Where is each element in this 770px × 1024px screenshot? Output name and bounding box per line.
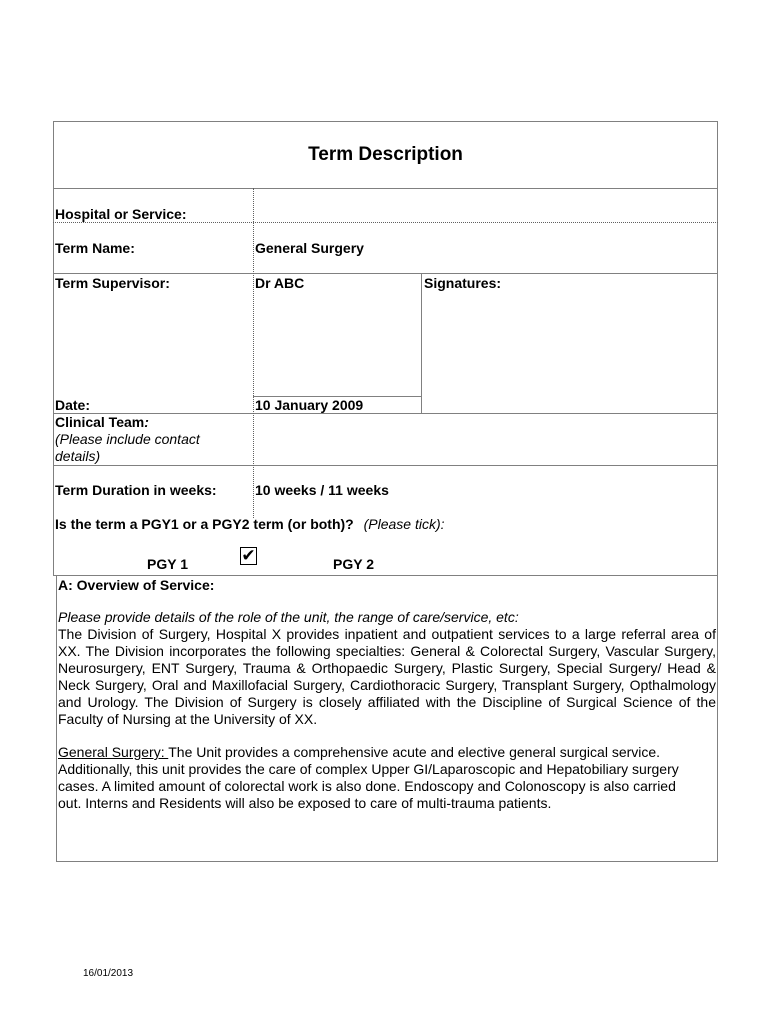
clinical-team-label <box>55 414 250 431</box>
page-title: Term Description <box>308 144 463 165</box>
clinical-team-field[interactable] <box>255 415 715 463</box>
hospital-field[interactable] <box>256 206 716 222</box>
general-surgery-text: The Unit provides a comprehensive acute and elective general surgical service. Additionally, this unit provides the care of complex Upper GI/Laparoscopic and Hepatobiliary surgery cases. A limited amount of colorectal work is also done. Endoscopy and Colonoscopy is also carried out. Interns and Residents will also be exposed to care of multi-trauma patients. <box>58 744 679 811</box>
term-supervisor-label: Term Supervisor: <box>55 275 170 291</box>
term-duration-value[interactable]: 10 weeks / 11 weeks <box>255 482 389 498</box>
title-divider <box>53 188 718 189</box>
term-name-value[interactable]: General Surgery <box>255 240 364 256</box>
clinical-team-note: (Please include contact details) <box>55 431 200 464</box>
term-duration-label: Term Duration in weeks: <box>55 482 217 498</box>
term-supervisor-value[interactable]: Dr ABC <box>255 275 305 291</box>
date-label: Date: <box>55 397 91 413</box>
signatures-label: Signatures: <box>424 275 502 291</box>
overview-paragraph-1: The Division of Surgery, Hospital X provides inpatient and outpatient services to a large referral area of XX. The Division incorporates the following specialties: General & Colorectal Surgery, Vascular Surgery, Neurosurgery, ENT Surgery, Trauma & Orthopaedic Surgery, Plastic Surgery, Special Surgery/ Head & Neck Surgery, Oral and Maxillofacial Surgery, Cardiothoracic Surgery, Transplant Surgery, Opthalmology and Urology. The Division of Surgery is closely affiliated with the Discipline of Surgical Science of the Faculty of Nursing at the University of XX. <box>58 626 716 727</box>
pgy-question-note: (Please tick): <box>363 516 445 532</box>
overview-instruction: Please provide details of the role of the unit, the range of care/service, etc: <box>58 609 519 625</box>
overview-paragraph-2 <box>58 744 698 812</box>
check-icon: ✔ <box>241 546 256 566</box>
signatures-column-separator <box>421 273 422 413</box>
term-name-label: Term Name: <box>55 240 135 256</box>
pgy1-checkbox[interactable] <box>240 547 257 565</box>
general-surgery-heading: General Surgery: <box>58 744 169 760</box>
clinical-team-title: Clinical Team <box>55 414 145 430</box>
pgy2-label: PGY 2 <box>333 556 374 572</box>
pgy-question-text: Is the term a PGY1 or a PGY2 term (or both)? <box>55 516 354 532</box>
label-column-separator <box>253 188 254 518</box>
signatures-area[interactable] <box>423 293 716 411</box>
term-name-divider <box>53 273 718 274</box>
clinical-team-divider <box>53 465 718 466</box>
pgy1-label: PGY 1 <box>147 556 188 572</box>
overview-heading: A: Overview of Service: <box>58 577 215 593</box>
footer-date: 16/01/2013 <box>83 968 134 979</box>
hospital-label: Hospital or Service: <box>55 206 187 222</box>
date-value[interactable]: 10 January 2009 <box>255 397 364 413</box>
pgy-question <box>55 516 445 533</box>
clinical-team-colon: : <box>144 414 149 430</box>
